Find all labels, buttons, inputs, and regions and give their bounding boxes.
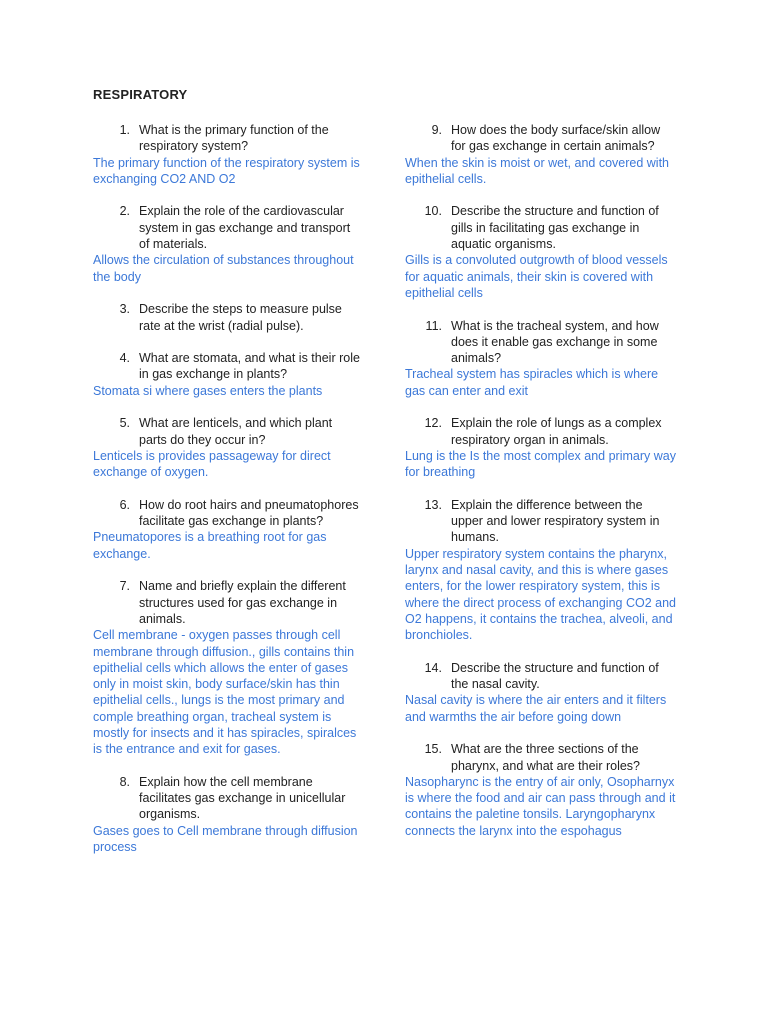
question-text: Explain how the cell membrane facilitates gas exchange in unicellular organisms.	[139, 774, 346, 822]
qa-item-8	[93, 774, 365, 855]
answer-15: Nasopharync is the entry of air only, Osopharnyx is where the food and air can pass through and it contains the paletine tonsils. Laryngopharynx connects the larynx into the espohagus	[405, 774, 676, 838]
question-number: 11.	[425, 318, 442, 333]
question-number: 15.	[424, 742, 442, 757]
question-text: Explain the role of lungs as a complex respiratory organ in animals.	[451, 416, 662, 447]
question-5	[93, 415, 365, 448]
answer-11: Tracheal system has spiracles which is where gas can enter and exit	[405, 367, 659, 398]
question-1	[93, 122, 365, 155]
question-12	[405, 415, 677, 448]
question-9	[405, 122, 677, 155]
question-14	[405, 660, 677, 693]
qa-item-11	[405, 318, 677, 399]
question-text: Explain the role of the cardiovascular system in gas exchange and transport of materials.	[139, 204, 351, 252]
qa-item-6	[93, 497, 365, 562]
question-2	[93, 203, 365, 252]
question-number: 12.	[424, 416, 442, 431]
question-number: 3.	[119, 302, 130, 317]
answer-12: Lung is the Is the most complex and primary way for breathing	[405, 448, 676, 480]
question-number: 6.	[119, 497, 130, 512]
qa-item-4	[93, 350, 365, 399]
question-number: 1.	[119, 123, 130, 137]
question-text: What are stomata, and what is their role in gas exchange in plants?	[139, 351, 360, 382]
qa-item-9	[405, 122, 677, 187]
qa-item-3	[93, 301, 365, 334]
question-number: 2.	[119, 204, 130, 219]
qa-item-7	[93, 578, 365, 757]
question-text: What are lenticels, and which plant parts do they occur in?	[139, 416, 333, 447]
qa-item-12	[405, 415, 677, 480]
question-number: 5.	[119, 416, 130, 431]
answer-14: Nasal cavity is where the air enters and it filters and warmths the air before going down	[405, 693, 667, 724]
question-text: Describe the structure and function of gills in facilitating gas exchange in aquatic organisms.	[451, 204, 659, 252]
question-7	[93, 578, 365, 627]
question-text: What is the primary function of the respiratory system?	[139, 123, 329, 154]
question-text: How do root hairs and pneumatophores facilitate gas exchange in plants?	[139, 497, 359, 529]
qa-item-15	[405, 741, 677, 839]
qa-item-1	[93, 122, 365, 187]
answer-5: Lenticels is provides passageway for direct exchange of oxygen.	[93, 448, 331, 480]
qa-item-13	[405, 497, 677, 644]
question-3	[93, 301, 365, 334]
question-15	[405, 741, 677, 774]
question-11	[405, 318, 677, 367]
question-10	[405, 203, 677, 252]
answer-1: The primary function of the respiratory system is exchanging CO2 AND O2	[93, 155, 360, 186]
question-text: What is the tracheal system, and how does it enable gas exchange in some animals?	[451, 318, 659, 366]
qa-item-2	[93, 203, 365, 284]
question-text: Name and briefly explain the different structures used for gas exchange in animals.	[139, 579, 346, 626]
left-column	[93, 122, 365, 872]
answer-9: When the skin is moist or wet, and covered with epithelial cells.	[405, 155, 670, 186]
question-6	[93, 497, 365, 530]
question-number: 14.	[424, 660, 442, 675]
page-title: RESPIRATORY	[93, 87, 188, 102]
question-number: 10.	[424, 204, 442, 219]
question-number: 8.	[119, 774, 130, 789]
question-text: Explain the difference between the upper and lower respiratory system in humans.	[451, 497, 660, 545]
question-text: What are the three sections of the pharynx, and what are their roles?	[451, 742, 640, 773]
question-number: 7.	[119, 579, 130, 594]
question-text: Describe the steps to measure pulse rate at the wrist (radial pulse).	[139, 302, 342, 333]
right-column	[405, 122, 677, 855]
question-number: 13.	[424, 497, 442, 512]
question-13	[405, 497, 677, 546]
answer-2: Allows the circulation of substances throughout the body	[93, 253, 354, 284]
question-text: Describe the structure and function of the nasal cavity.	[451, 660, 659, 692]
answer-7: Cell membrane - oxygen passes through cell membrane through diffusion., gills contains thin epithelial cells which allows the enter of gases only in moist skin, body surface/skin has thin epithelial cells., lungs is the most primary and comple breathing organ, tracheal system is mostly for insects and it has spiracles, spiralces is the entrance and exit for gases.	[93, 628, 357, 757]
answer-8: Gases goes to Cell membrane through diffusion process	[93, 823, 358, 855]
answer-13: Upper respiratory system contains the pharynx, larynx and nasal cavity, and this is where gases enters, for the lower respiratory system, this is where the direct process of exchanging CO2 and O2 happens, it contains the trachea, alveoli, and bronchioles.	[405, 546, 676, 643]
question-4	[93, 350, 365, 383]
question-number: 9.	[431, 123, 442, 137]
question-8	[93, 774, 365, 823]
qa-item-10	[405, 203, 677, 301]
question-text: How does the body surface/skin allow for gas exchange in certain animals?	[451, 123, 661, 154]
question-number: 4.	[119, 351, 130, 366]
qa-item-14	[405, 660, 677, 725]
qa-item-5	[93, 415, 365, 480]
answer-4: Stomata si where gases enters the plants	[93, 383, 323, 398]
answer-10: Gills is a convoluted outgrowth of blood vessels for aquatic animals, their skin is covered with epithelial cells	[405, 253, 668, 300]
answer-6: Pneumatopores is a breathing root for gas exchange.	[93, 530, 327, 561]
